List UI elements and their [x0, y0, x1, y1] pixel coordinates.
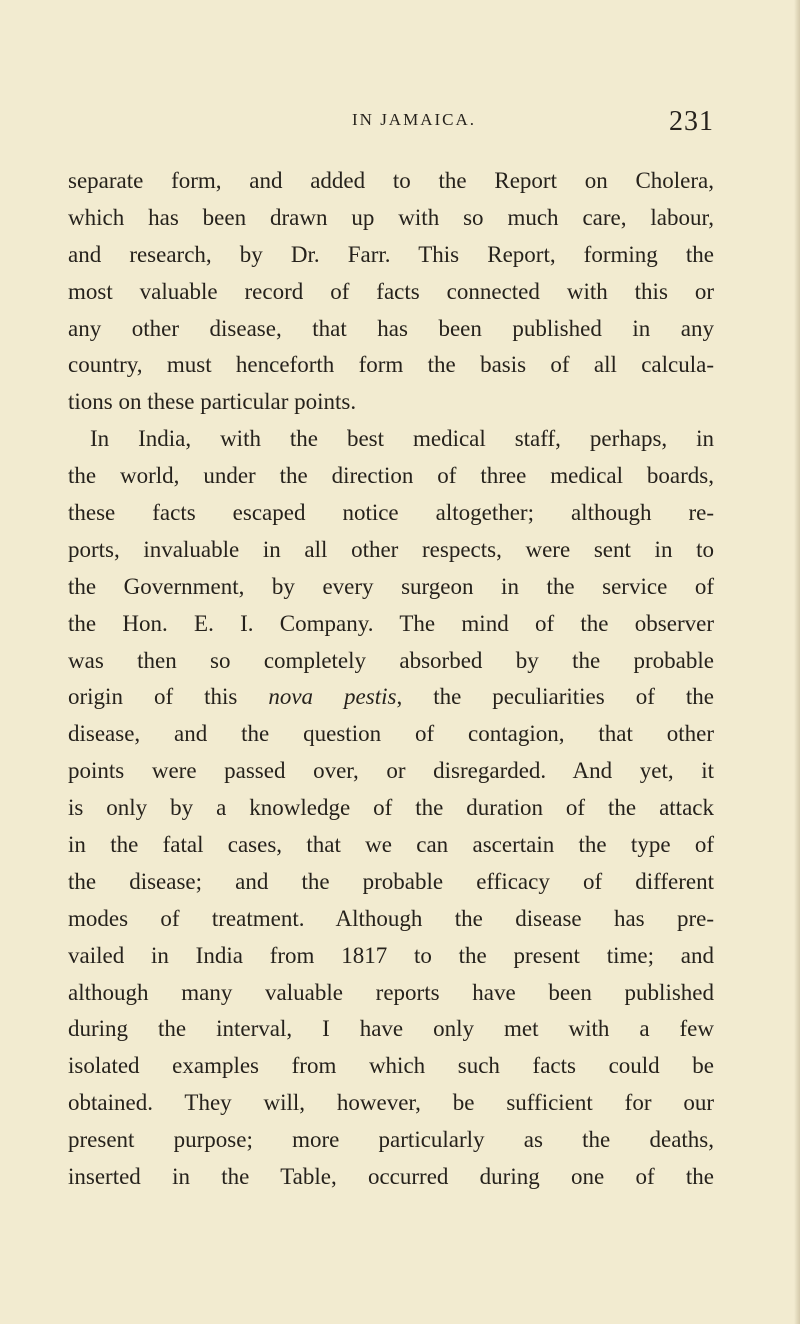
page-number: 231 — [669, 106, 714, 137]
text-line: isolated examples from which such facts could be — [68, 1053, 714, 1079]
text-line: In India, with the best medical staff, perhaps, in — [90, 426, 714, 452]
text-line: obtained. They will, however, be sufficient for our — [68, 1090, 714, 1116]
running-head — [68, 106, 714, 146]
text-line: tions on these particular points. — [68, 389, 357, 415]
italic-phrase: nova pestis — [268, 684, 397, 710]
text-line: the world, under the direction of three medical boards, — [68, 463, 714, 489]
text-line: country, must henceforth form the basis of all calcula- — [68, 352, 714, 378]
text-line: although many valuable reports have been published — [68, 979, 714, 1005]
text-line: any other disease, that has been published in any — [68, 315, 714, 341]
text-line: separate form, and added to the Report on Cholera, — [68, 168, 714, 193]
text-line: modes of treatment. Although the disease has pre- — [68, 905, 714, 931]
text-line: and research, by Dr. Farr. This Report, forming the — [68, 241, 714, 267]
page-edge-shadow — [794, 0, 800, 1324]
running-title: IN JAMAICA. — [352, 110, 476, 129]
text-line: ports, invaluable in all other respects, were sent in to — [68, 536, 714, 562]
text-line: the Government, by every surgeon in the service of — [68, 573, 714, 599]
text-line: is only by a knowledge of the duration of the attack — [68, 795, 714, 821]
text-line: the Hon. E. I. Company. The mind of the observer — [68, 610, 714, 636]
text-segment: origin of this — [68, 684, 269, 710]
text-line: most valuable record of facts connected with this or — [68, 278, 714, 304]
body-text — [68, 163, 714, 1196]
text-line: the disease; and the probable efficacy of different — [68, 868, 714, 894]
text-line: inserted in the Table, occurred during one of the — [68, 1164, 714, 1190]
text-line: which has been drawn up with so much care, labour, — [68, 204, 714, 230]
text-line: these facts escaped notice altogether; although re- — [68, 500, 714, 526]
text-segment: , the peculiarities of the — [396, 684, 714, 710]
text-line: during the interval, I have only met with a few — [68, 1016, 714, 1042]
text-line: was then so completely absorbed by the probable — [68, 647, 714, 673]
text-line: disease, and the question of contagion, that other — [68, 721, 714, 747]
text-line: in the fatal cases, that we can ascertain the type of — [68, 832, 714, 858]
text-line: points were passed over, or disregarded. And yet, it — [68, 758, 714, 784]
text-line: vailed in India from 1817 to the present time; and — [68, 942, 714, 968]
text-line-with-italic — [68, 679, 714, 716]
text-line: present purpose; more particularly as the deaths, — [68, 1127, 714, 1153]
